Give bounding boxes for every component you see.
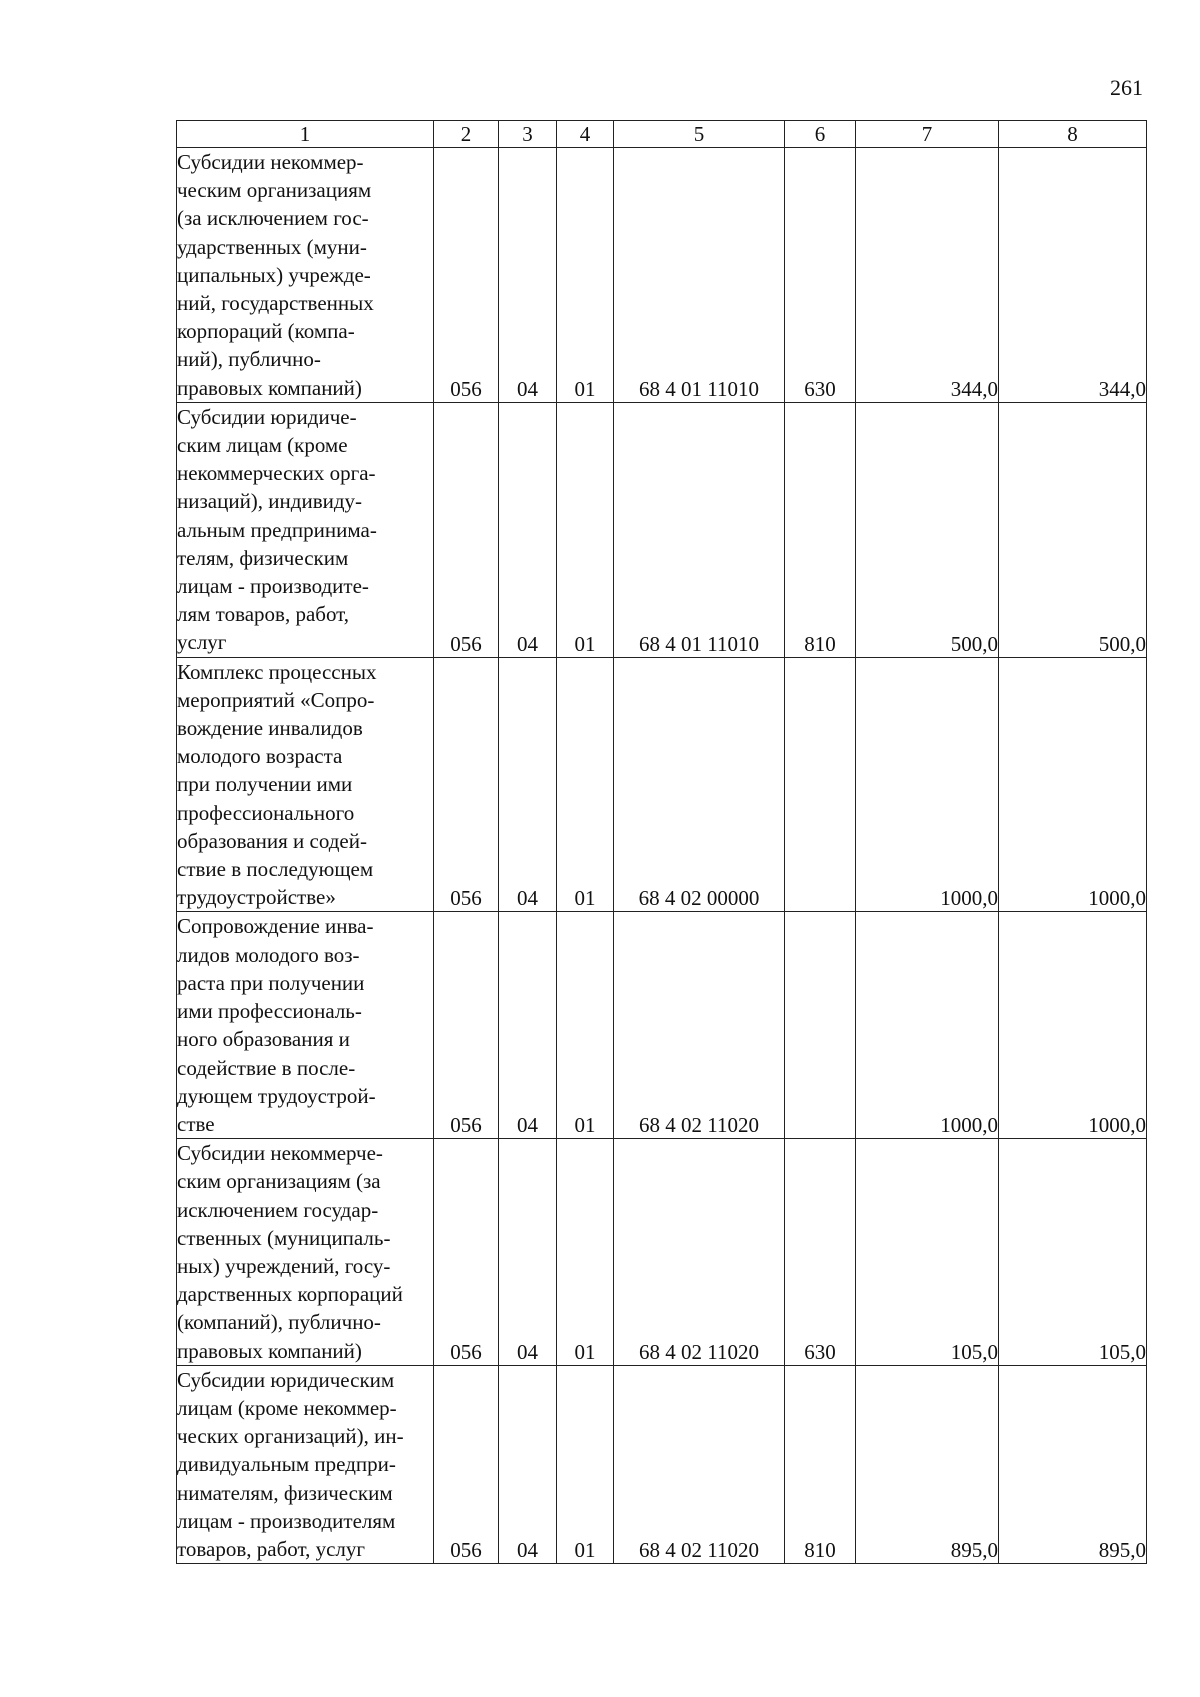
cell-col-3: 04 (499, 657, 557, 912)
cell-col-3: 04 (499, 1365, 557, 1563)
budget-table (176, 120, 1147, 1564)
cell-col-4: 01 (557, 402, 614, 657)
header-cell: 5 (614, 121, 785, 148)
cell-col-8: 344,0 (999, 148, 1147, 403)
table-row (177, 912, 1147, 1139)
cell-col-8: 1000,0 (999, 912, 1147, 1139)
header-row (177, 121, 1147, 148)
cell-col-3: 04 (499, 1139, 557, 1366)
cell-col-4: 01 (557, 1139, 614, 1366)
cell-col-8: 500,0 (999, 402, 1147, 657)
cell-col-7: 1000,0 (856, 912, 999, 1139)
cell-col-5: 68 4 02 11020 (614, 912, 785, 1139)
cell-col-5: 68 4 02 00000 (614, 657, 785, 912)
cell-col-7: 500,0 (856, 402, 999, 657)
cell-col-2: 056 (434, 148, 499, 403)
row-description: Субсидии некоммерче- ским организациям (за исключением государ- ственных (муниципаль- ных) учреждений, госу- дарственных корпораций (компаний), публично- правовых компаний) (177, 1139, 434, 1366)
table-row (177, 1365, 1147, 1563)
header-cell: 4 (557, 121, 614, 148)
row-description: Субсидии юридиче- ским лицам (кроме некоммерческих орга- низаций), индивиду- альным предпринима- телям, физическим лицам - производите- лям товаров, работ, услуг (177, 402, 434, 657)
cell-col-2: 056 (434, 912, 499, 1139)
row-description: Комплекс процессных мероприятий «Сопро- вождение инвалидов молодого возраста при получении ими профессионального образования и содей- ствие в последующем трудоустройстве» (177, 657, 434, 912)
cell-col-7: 1000,0 (856, 657, 999, 912)
header-cell: 8 (999, 121, 1147, 148)
cell-col-6: 630 (785, 148, 856, 403)
table-row (177, 657, 1147, 912)
cell-col-7: 895,0 (856, 1365, 999, 1563)
page-number: 261 (1110, 75, 1143, 100)
header-cell: 2 (434, 121, 499, 148)
header-cell: 6 (785, 121, 856, 148)
cell-col-2: 056 (434, 402, 499, 657)
cell-col-6: 810 (785, 1365, 856, 1563)
row-description: Сопровождение инва- лидов молодого воз- раста при получении ими профессиональ- ного образования и содействие в после- дующем трудоустрой- стве (177, 912, 434, 1139)
cell-col-3: 04 (499, 912, 557, 1139)
cell-col-8: 895,0 (999, 1365, 1147, 1563)
table-row (177, 148, 1147, 403)
cell-col-6: 810 (785, 402, 856, 657)
cell-col-6 (785, 657, 856, 912)
cell-col-4: 01 (557, 657, 614, 912)
cell-col-3: 04 (499, 402, 557, 657)
cell-col-7: 344,0 (856, 148, 999, 403)
row-description: Субсидии юридическим лицам (кроме некоммер- ческих организаций), ин- дивидуальным предпри- нимателям, физическим лицам - производителям товаров, работ, услуг (177, 1365, 434, 1563)
cell-col-4: 01 (557, 912, 614, 1139)
table-row (177, 402, 1147, 657)
cell-col-2: 056 (434, 657, 499, 912)
header-cell: 1 (177, 121, 434, 148)
row-description: Субсидии некоммер- ческим организациям (за исключением гос- ударственных (муни- ципальных) учрежде- ний, государственных корпораций (компа- ний), публично- правовых компаний) (177, 148, 434, 403)
cell-col-4: 01 (557, 148, 614, 403)
cell-col-4: 01 (557, 1365, 614, 1563)
cell-col-6: 630 (785, 1139, 856, 1366)
cell-col-5: 68 4 01 11010 (614, 402, 785, 657)
cell-col-3: 04 (499, 148, 557, 403)
cell-col-5: 68 4 01 11010 (614, 148, 785, 403)
cell-col-8: 105,0 (999, 1139, 1147, 1366)
header-cell: 3 (499, 121, 557, 148)
cell-col-8: 1000,0 (999, 657, 1147, 912)
cell-col-6 (785, 912, 856, 1139)
cell-col-2: 056 (434, 1139, 499, 1366)
cell-col-2: 056 (434, 1365, 499, 1563)
cell-col-5: 68 4 02 11020 (614, 1139, 785, 1366)
header-cell: 7 (856, 121, 999, 148)
cell-col-5: 68 4 02 11020 (614, 1365, 785, 1563)
cell-col-7: 105,0 (856, 1139, 999, 1366)
table-row (177, 1139, 1147, 1366)
